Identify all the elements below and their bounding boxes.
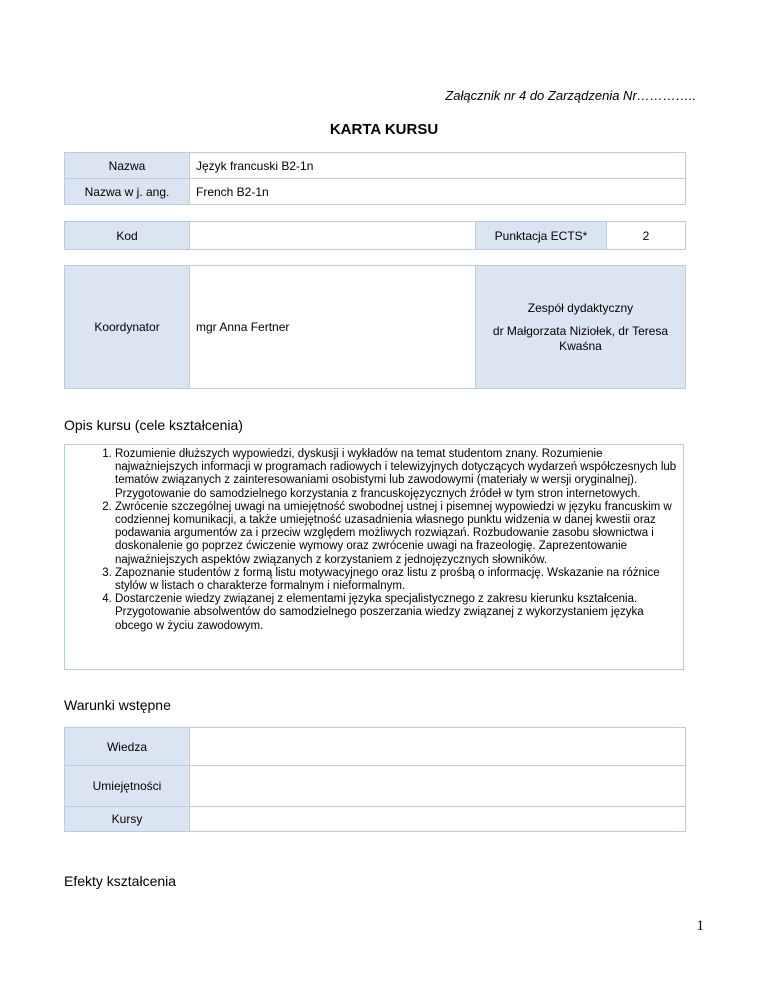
name-value: Język francuski B2-1n (190, 153, 686, 179)
staff-table (64, 265, 686, 389)
outcomes-heading: Efekty kształcenia (64, 873, 177, 889)
course-name-table (64, 152, 686, 205)
description-item: 3. Zapoznanie studentów z formą listu motywacyjnego oraz listu z prośbą o informację. Wskazanie na różnice stylów w listach o charakterze formalnym i nieformalnym. (115, 567, 683, 593)
knowledge-label: Wiedza (65, 728, 190, 766)
description-item: 2. Zwrócenie szczególnej uwagi na umiejętność swobodnej ustnej i pisemnej wypowiedzi w języku francuskim w codziennej komunikacji, a także umiejętność uzasadnienia własnego punktu widzenia w danej kwestii oraz podawania argumentów za i przeciw względem możliwych rozwiązań. Rozbudowanie zasobu słownictwa i doskonalenie go poprzez ćwiczenie wymowy oraz zwrócenie uwagi na frazeologię. Zaprezentowanie najważniejszych aspektów związanych z korzystaniem z jednojęzycznych słowników. (115, 501, 683, 567)
page-number: 1 (696, 918, 704, 934)
ects-label: Punktacja ECTS* (476, 222, 607, 250)
name-en-value: French B2-1n (190, 179, 686, 205)
description-box (64, 444, 684, 670)
code-value (190, 222, 476, 250)
code-label: Kod (65, 222, 190, 250)
code-table (64, 221, 686, 250)
team-value: dr Małgorzata Niziołek, dr Teresa Kwaśna (492, 323, 669, 353)
description-list (65, 448, 683, 633)
annex-reference: Załącznik nr 4 do Zarządzenia Nr………….. (445, 88, 696, 103)
description-item: 4. Dostarczenie wiedzy związanej z elementami języka specjalistycznego z zakresu kierunku kształcenia. Przygotowanie absolwentów do samodzielnego poszerzania wiedzy związanej z wykorzystaniem języka obcego w życiu zawodowym. (115, 593, 683, 633)
description-item: 1. Rozumienie dłuższych wypowiedzi, dyskusji i wykładów na temat studentom znany. Rozumienie najważniejszych informacji w programach radiowych i telewizyjnych dotyczących wydarzeń współczesnych lub tematów związanych z zainteresowaniami osobistymi lub zawodowymi (materiały w wersji oryginalnej). Przygotowanie do samodzielnego korzystania z francuskojęzycznych źródeł w tym stron internetowych. (115, 448, 683, 501)
prerequisites-table (64, 727, 686, 832)
coordinator-label: Koordynator (65, 266, 190, 389)
name-label: Nazwa (65, 153, 190, 179)
knowledge-value (190, 728, 686, 766)
team-label: Zespół dydaktyczny (527, 300, 634, 315)
prerequisites-heading: Warunki wstępne (64, 697, 171, 713)
ects-value: 2 (607, 222, 686, 250)
courses-value (190, 807, 686, 832)
coordinator-value: mgr Anna Fertner (190, 266, 476, 389)
skills-label: Umiejętności (65, 766, 190, 807)
name-en-label: Nazwa w j. ang. (65, 179, 190, 205)
description-heading: Opis kursu (cele kształcenia) (64, 417, 243, 433)
page-title: KARTA KURSU (329, 121, 439, 138)
team-cell (476, 266, 686, 389)
courses-label: Kursy (65, 807, 190, 832)
skills-value (190, 766, 686, 807)
